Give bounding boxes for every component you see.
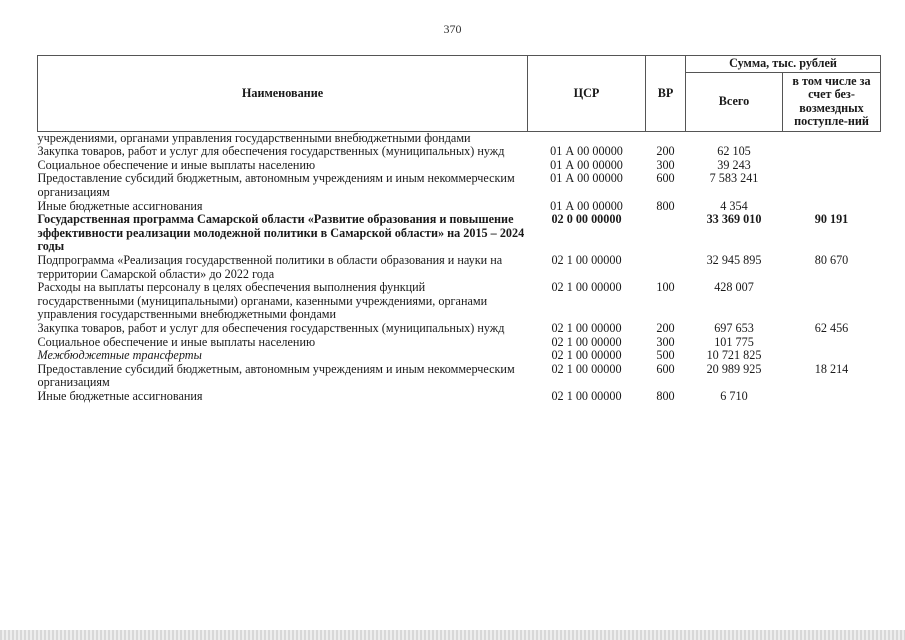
table-body: [38, 131, 881, 403]
row-vr: 600: [656, 361, 675, 376]
row-vr: 300: [656, 157, 675, 172]
table-row: [38, 145, 881, 159]
row-total: 32 945 895: [706, 252, 762, 267]
row-total: 62 105: [717, 144, 751, 159]
row-total: 33 369 010: [706, 212, 762, 227]
row-csr: 02 1 00 00000: [551, 361, 622, 376]
row-total: [686, 131, 783, 145]
table-row: [38, 349, 881, 363]
row-vr: 800: [656, 388, 675, 403]
row-vr: [646, 213, 686, 254]
row-csr: 02 1 00 00000: [551, 348, 622, 363]
row-free: [783, 145, 881, 159]
header-free: в том числе за счет без-возмездных поступле-ний: [783, 72, 881, 131]
table-row: [38, 254, 881, 281]
row-total: 20 989 925: [706, 361, 762, 376]
row-free: [783, 349, 881, 363]
row-csr: 02 0 00 00000: [551, 212, 622, 227]
row-csr: 02 1 00 00000: [551, 320, 622, 335]
header-csr: ЦСР: [528, 56, 646, 132]
row-name: Предоставление субсидий бюджетным, автономным учреждениям и иным некоммерческим организациям: [37, 171, 515, 199]
row-free: [783, 200, 881, 214]
row-total: 10 721 825: [706, 348, 762, 363]
row-total: 101 775: [714, 334, 754, 349]
row-total: 7 583 241: [709, 171, 759, 186]
budget-table: [37, 55, 881, 403]
header-vr: ВР: [646, 56, 686, 132]
row-free: [783, 159, 881, 173]
table-row: [38, 322, 881, 336]
row-total: 6 710: [720, 388, 748, 403]
table-row: [38, 213, 881, 254]
row-free: [783, 336, 881, 350]
table-row: [38, 131, 881, 145]
header-name: Наименование: [38, 56, 528, 132]
row-free: [783, 390, 881, 404]
row-total: 428 007: [714, 280, 754, 295]
row-name: Закупка товаров, работ и услуг для обеспечения государственных (муниципальных) нужд: [37, 320, 505, 335]
table-row: [38, 336, 881, 350]
row-free: [783, 172, 881, 199]
row-csr: 01 А 00 00000: [550, 157, 623, 172]
table-row: [38, 200, 881, 214]
row-free: 62 456: [814, 320, 849, 335]
row-name: учреждениями, органами управления государственными внебюджетными фондами: [37, 130, 471, 145]
row-free: 90 191: [814, 212, 849, 227]
row-total: 4 354: [720, 198, 748, 213]
row-free: [783, 131, 881, 145]
row-name: Межбюджетные трансферты: [37, 348, 202, 363]
row-name: Социальное обеспечение и иные выплаты населению: [37, 334, 316, 349]
row-free: [783, 281, 881, 322]
table-row: [38, 159, 881, 173]
row-name: Расходы на выплаты персоналу в целях обеспечения выполнения функций государственными (муниципальными) органами, казенными учреждениями, органами управления государственными внебюджетными фондами: [37, 280, 488, 322]
scan-bottom-edge: [0, 630, 905, 640]
row-name: Социальное обеспечение и иные выплаты населению: [37, 157, 316, 172]
table-row: [38, 281, 881, 322]
row-name: Иные бюджетные ассигнования: [37, 198, 203, 213]
row-csr: 02 1 00 00000: [551, 252, 622, 267]
row-name: Государственная программа Самарской области «Развитие образования и повышение эффективности реализации молодежной политики в Самарской области» на 2015 – 2024 годы: [37, 212, 525, 254]
row-csr: 02 1 00 00000: [551, 388, 622, 403]
row-name: Закупка товаров, работ и услуг для обеспечения государственных (муниципальных) нужд: [37, 144, 505, 159]
row-vr: 300: [656, 334, 675, 349]
table-row: [38, 172, 881, 199]
row-csr: 01 А 00 00000: [550, 198, 623, 213]
row-vr: 600: [656, 171, 675, 186]
page-number: 370: [443, 22, 462, 36]
row-vr: 200: [656, 320, 675, 335]
row-name: Иные бюджетные ассигнования: [37, 388, 203, 403]
row-csr: 02 1 00 00000: [551, 280, 622, 295]
row-name: Подпрограмма «Реализация государственной политики в области образования и науки на территории Самарской области» до 2022 года: [37, 252, 503, 281]
row-csr: 02 1 00 00000: [551, 334, 622, 349]
row-total: 39 243: [717, 157, 751, 172]
header-sum: Сумма, тыс. рублей: [686, 56, 881, 73]
table-row: [38, 363, 881, 390]
row-vr: 200: [656, 144, 675, 159]
row-csr: 01 А 00 00000: [550, 171, 623, 186]
row-free: 80 670: [814, 252, 849, 267]
table-row: [38, 390, 881, 404]
row-free: 18 214: [814, 361, 849, 376]
header-total: Всего: [686, 72, 783, 131]
row-vr: 500: [656, 348, 675, 363]
row-vr: 800: [656, 198, 675, 213]
row-vr: 100: [656, 280, 675, 295]
table-header: [38, 56, 881, 132]
row-csr: 01 А 00 00000: [550, 144, 623, 159]
row-name: Предоставление субсидий бюджетным, автономным учреждениям и иным некоммерческим организациям: [37, 361, 515, 390]
row-vr: [646, 131, 686, 145]
row-total: 697 653: [714, 320, 754, 335]
row-vr: [646, 254, 686, 281]
row-csr: [528, 131, 646, 145]
